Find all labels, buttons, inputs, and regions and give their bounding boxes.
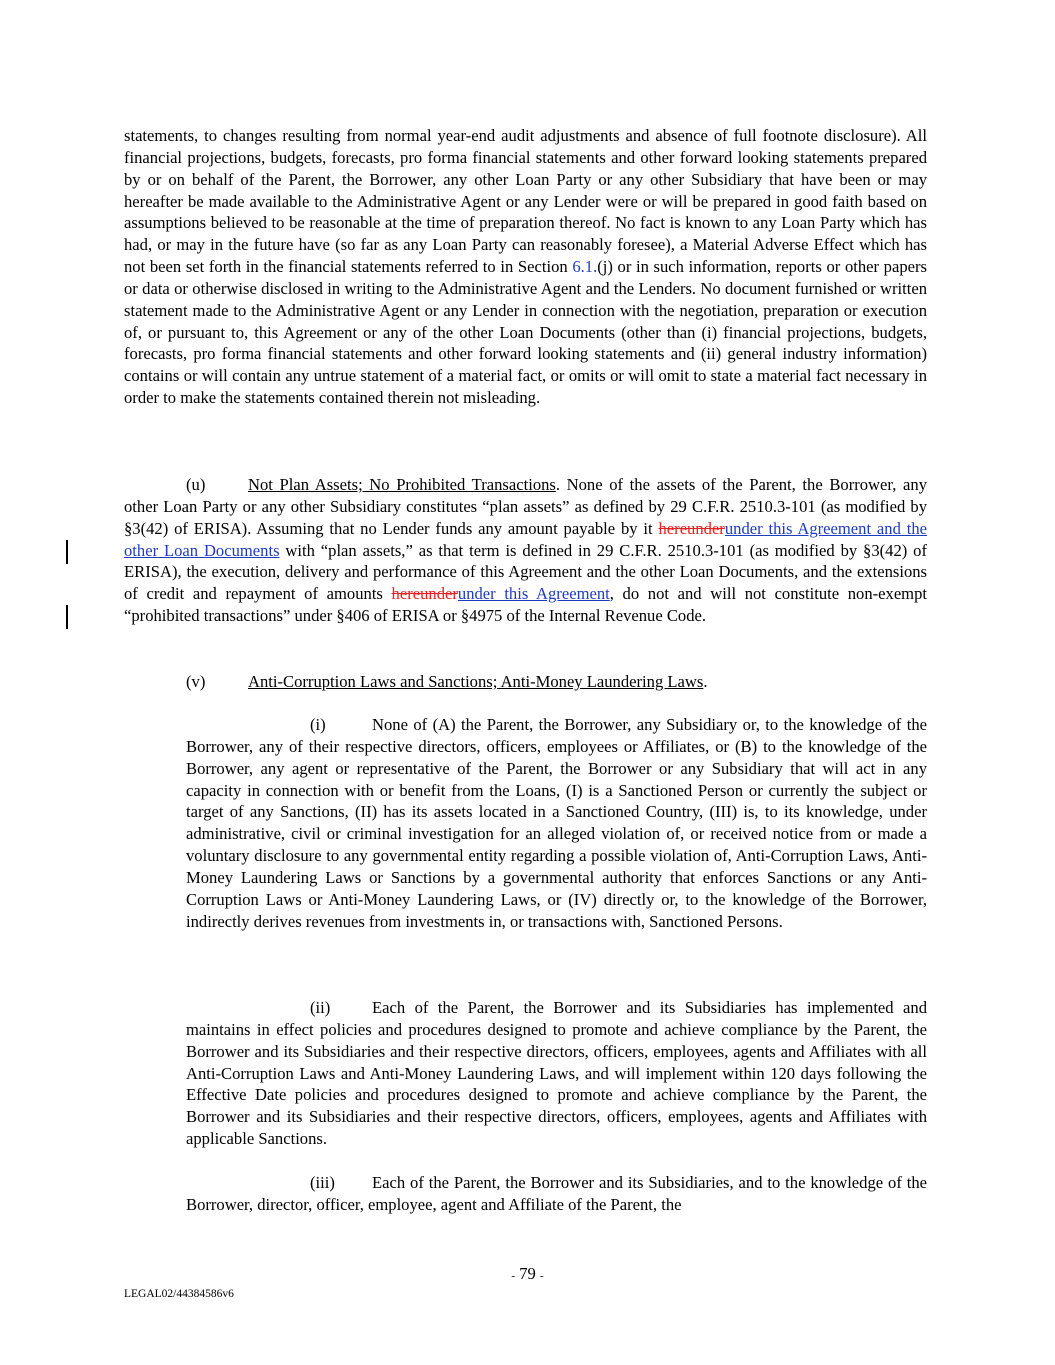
section-text: . None of the assets of the Parent, the Borrower, any other Loan Party or any other Subsidiary constitutes “plan assets” as defined by 29 C.F.R. 2510.3-101 (as modified by §3(42) of ERISA). Assuming that no Lender funds any amount payable by it <box>124 475 927 538</box>
section-cross-reference-link[interactable]: 6.1. <box>572 257 598 277</box>
subsection-text: Each of the Parent, the Borrower and its Subsidiaries, and to the knowledge of the Borrower, director, officer, employee, agent and Affiliate of the Parent, the <box>186 1173 927 1214</box>
subsection-label: (iii) <box>310 1173 335 1192</box>
subsection-iii <box>186 1172 927 1216</box>
subsection-label: (i) <box>310 715 326 734</box>
inserted-text: under this Agreement <box>457 584 610 604</box>
section-v-heading <box>124 671 927 693</box>
section-label: (v) <box>186 672 206 691</box>
change-bar <box>66 605 68 629</box>
page-number-value: 79 <box>519 1264 536 1283</box>
section-u <box>124 474 927 627</box>
subsection-ii <box>186 997 927 1150</box>
paragraph-continuation <box>124 125 927 409</box>
paragraph-text: statements, to changes resulting from normal year-end audit adjustments and absence of full footnote disclosure). All financial projections, budgets, forecasts, pro forma financial statements and other forward looking statements prepared by or on behalf of the Parent, the Borrower, any other Loan Party or any other Subsidiary that have been or may hereafter be made available to the Administrative Agent or any Lender were or will be prepared in good faith based on assumptions believed to be reasonable at the time of preparation thereof. No fact is known to any Loan Party which has had, or may in the future have (so far as any Loan Party can reasonably foresee), a Material Adverse Effect which has not been set forth in the financial statements referred to in Section <box>124 126 927 277</box>
section-text: with “plan assets,” as that term is defined in 29 C.F.R. 2510.3-101 (as modified by §3(42) of ERISA), the execution, delivery and performance of this Agreement and the other Loan Documents, and the extensions of credit and repayment of amounts <box>124 540 927 604</box>
section-label: (u) <box>186 475 206 494</box>
deleted-text: hereunder <box>658 518 725 538</box>
section-heading: Anti-Corruption Laws and Sanctions; Anti-Money Laundering Laws <box>248 672 704 691</box>
deleted-text: hereunder <box>391 584 458 604</box>
document-id: LEGAL02/44384586v6 <box>124 1288 234 1300</box>
section-text: , do not and will not constitute non-exempt “prohibited transactions” under §406 of ERISA or §4975 of the Internal Revenue Code. <box>124 584 927 626</box>
page-number-dash: - <box>539 1270 544 1282</box>
paragraph-text: (j) or in such information, reports or other papers or data or otherwise disclosed in writing to the Administrative Agent and the Lenders. No document furnished or written statement made to the Administrative Agent or any Lender in connection with the negotiation, preparation or execution of, or pursuant to, this Agreement or any of the other Loan Documents (other than (i) financial projections, budgets, forecasts, pro forma financial statements and other forward looking statements and (ii) general industry information) contains or will contain any untrue statement of a material fact, or omits or will omit to state a material fact necessary in order to make the statements contained therein not misleading. <box>124 257 927 408</box>
heading-period: . <box>703 672 708 691</box>
subsection-i <box>186 714 927 932</box>
page-number-dash: - <box>511 1270 516 1282</box>
subsection-text: Each of the Parent, the Borrower and its Subsidiaries has implemented and maintains in effect policies and procedures designed to promote and achieve compliance by the Parent, the Borrower and its Subsidiaries and their respective directors, officers, employees, agents and Affiliates with all Anti-Corruption Laws and Anti-Money Laundering Laws, and will implement within 120 days following the Effective Date policies and procedures designed to promote and achieve compliance by the Parent, the Borrower and its Subsidiaries and their respective directors, officers, employees, agents and Affiliates with applicable Sanctions. <box>186 998 927 1149</box>
section-heading: Not Plan Assets; No Prohibited Transactions <box>248 475 556 494</box>
subsection-text: None of (A) the Parent, the Borrower, any Subsidiary or, to the knowledge of the Borrower, any of their respective directors, officers, employees or Affiliates, or (B) to the knowledge of the Borrower, any agent or representative of the Parent, the Borrower or any Subsidiary that will act in any capacity in connection with or benefit from the Loans, (I) is a Sanctioned Person or currently the subject or target of any Sanctions, (II) has its assets located in a Sanctioned Country, (III) is, to its knowledge, under administrative, civil or criminal investigation for an alleged violation of, or received notice from or made a voluntary disclosure to any governmental entity regarding a possible violation of, Anti-Corruption Laws, Anti-Money Laundering Laws or Sanctions by a governmental authority that enforces Sanctions or any Anti-Corruption Laws or Anti-Money Laundering Laws, or (IV) directly or, to the knowledge of the Borrower, indirectly derives revenues from investments in, or transactions with, Sanctioned Persons. <box>186 715 927 931</box>
subsection-label: (ii) <box>310 998 331 1017</box>
change-bar <box>66 540 68 564</box>
inserted-text: under this Agreement and the other Loan Documents <box>124 518 927 560</box>
page-number <box>0 1264 1055 1284</box>
